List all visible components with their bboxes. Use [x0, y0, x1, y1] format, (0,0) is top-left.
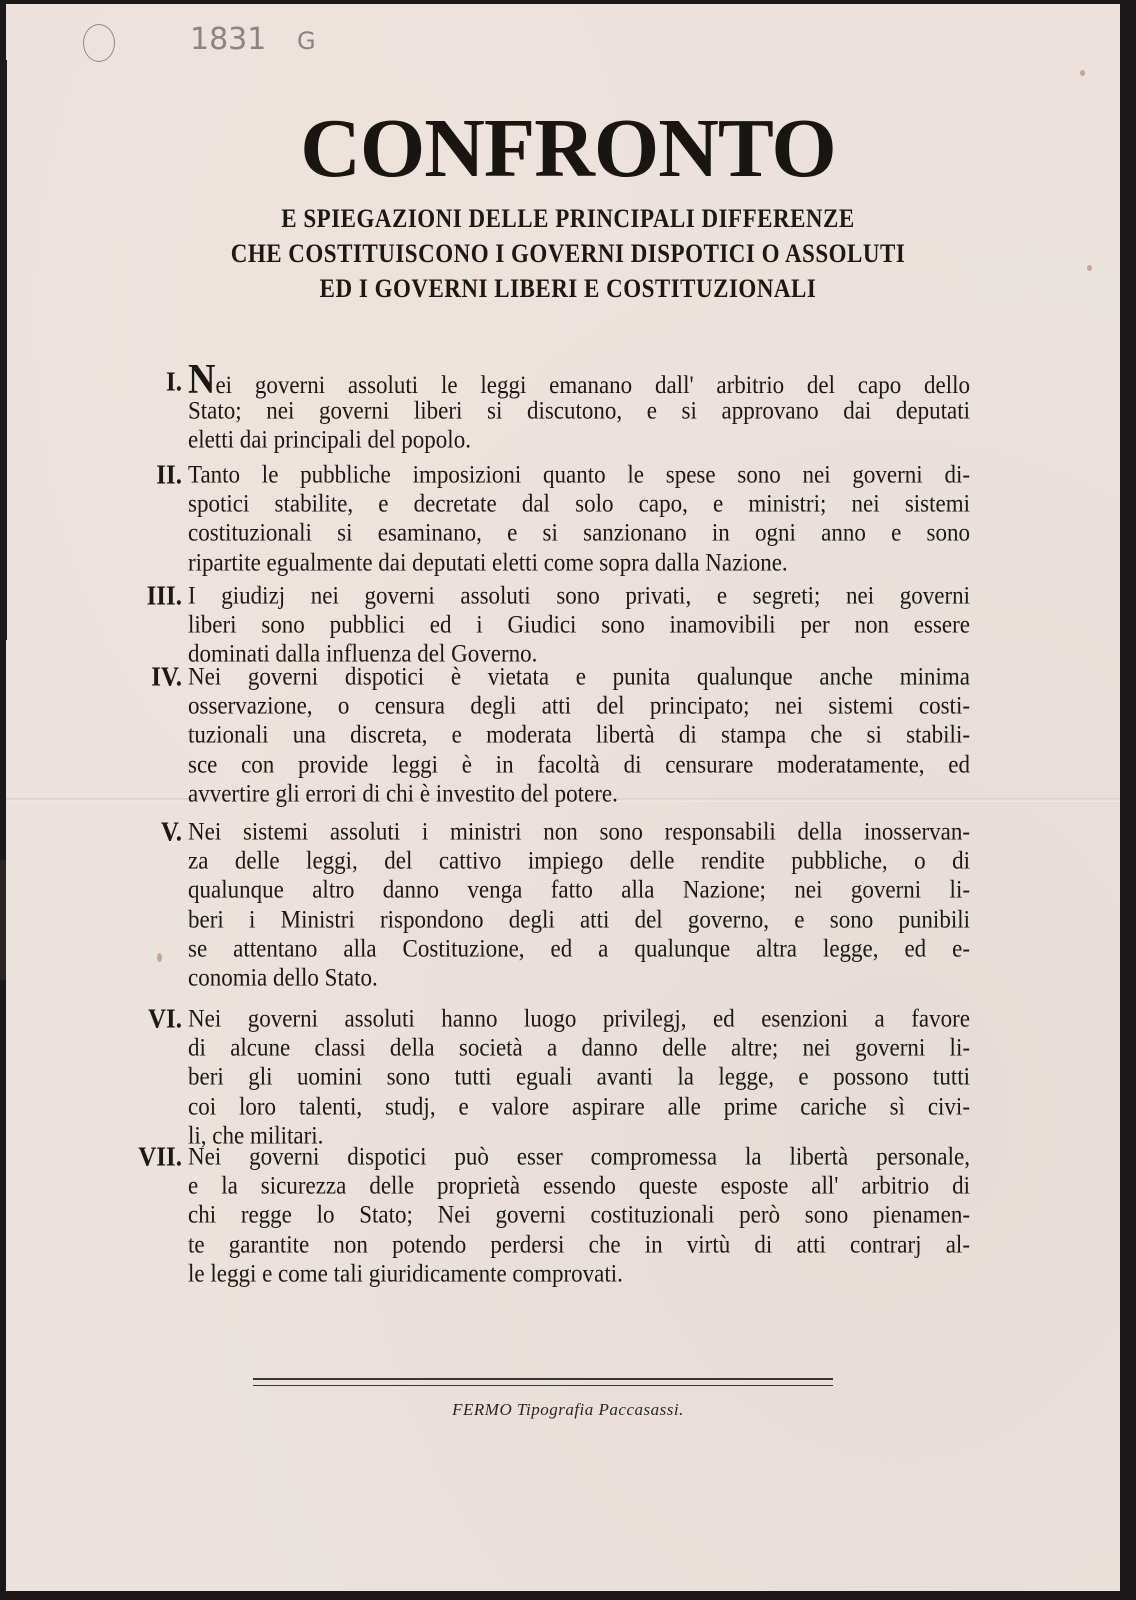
subtitle-line: ED I GOVERNI LIBERI E COSTITUZIONALI [319, 274, 817, 303]
article-numeral: VI. [147, 1004, 182, 1035]
article-text-line: liberi sono pubblici ed i Giudici sono inamovibili per non essere [188, 610, 970, 639]
article-text-line: beri i Ministri rispondono degli atti del governo, e sono punibili [188, 905, 970, 933]
article-text-line: eletti dai principali del popolo. [188, 426, 471, 454]
pencil-annotation-year: 1831 [190, 22, 267, 57]
article-text-line: le leggi e come tali giuridicamente comprovati. [188, 1259, 623, 1287]
article-text-line: Nei governi assoluti hanno luogo privilegj, ed esenzioni a favore [188, 1004, 970, 1033]
article-text-line: Nei governi dispotici può esser compromessa la libertà personale, [188, 1142, 970, 1171]
article-text-line: ripartite egualmente dai deputati eletti come sopra dalla Nazione. [188, 548, 788, 576]
foxing-spot [1080, 70, 1085, 76]
article-text-line: Nei governi dispotici è vietata e punita qualunque anche minima [188, 662, 970, 691]
article-text-line: I giudizj nei governi assoluti sono privati, e segreti; nei governi [188, 581, 970, 610]
subtitle-line: E SPIEGAZIONI DELLE PRINCIPALI DIFFERENZE [281, 204, 855, 233]
article-text-line: te garantite non potendo perdersi che in virtù di atti contrarj al- [188, 1230, 970, 1258]
double-rule-divider [253, 1378, 833, 1386]
pencil-annotation-letter: G [297, 27, 316, 55]
article-text-line: dominati dalla influenza del Governo. [188, 640, 538, 668]
scan-edge-shadow [0, 860, 6, 980]
article-text-line: li, che militari. [188, 1121, 324, 1149]
article-text-line: se attentano alla Costituzione, ed a qualunque altra legge, ed e- [188, 934, 970, 962]
article-text-line: Nei sistemi assoluti i ministri non sono responsabili della inosservan- [188, 817, 970, 846]
article-text-line: Tanto le pubbliche imposizioni quanto le spese sono nei governi di- [188, 460, 970, 489]
article-numeral: IV. [151, 662, 182, 693]
article-text-line [188, 356, 970, 404]
article-text-line: tuzionali una discreta, e moderata libertà di stampa che si stabili- [188, 721, 970, 749]
article-numeral: II. [156, 460, 182, 491]
drop-cap: N [188, 356, 216, 404]
article-text-line: sce con provide leggi è in facoltà di censurare moderatamente, ed [188, 750, 970, 778]
article-text-line: coi loro talenti, studj, e valore aspirare alle prime cariche sì civi- [188, 1092, 970, 1120]
subtitle-line: CHE COSTITUISCONO I GOVERNI DISPOTICI O ASSOLUTI [230, 239, 906, 268]
article-text-line: spotici stabilite, e decretate dal solo capo, e ministri; nei sistemi [188, 489, 970, 518]
article-text-line: beri gli uomini sono tutti eguali avanti la legge, e possono tutti [188, 1063, 970, 1091]
article-text-line: costituzionali si esaminano, e si sanzionano in ogni anno e sono [188, 519, 970, 547]
document-title: CONFRONTO [300, 102, 836, 195]
article-numeral: V. [160, 817, 182, 848]
article-numeral: I. [166, 367, 182, 398]
printer-imprint: FERMO Tipografia Paccasassi. [452, 1400, 684, 1419]
article-text-line: di alcune classi della società a danno delle altre; nei governi li- [188, 1033, 970, 1062]
article-numeral: VII. [138, 1142, 182, 1173]
article-text-line: chi regge lo Stato; Nei governi costituzionali però sono pienamen- [188, 1201, 970, 1229]
article-numeral: III. [146, 581, 182, 612]
article-text-line: osservazione, o censura degli atti del principato; nei sistemi costi- [188, 691, 970, 720]
article-text-line: avvertire gli errori di chi è investito del potere. [188, 779, 618, 807]
article-text-line: qualunque altro danno venga fatto alla Nazione; nei governi li- [188, 876, 970, 904]
article-text-line: e la sicurezza delle proprietà essendo queste esposte all' arbitrio di [188, 1171, 970, 1200]
article-text-line: conomia dello Stato. [188, 963, 378, 992]
article-text: ei governi assoluti le leggi emanano dall' arbitrio del capo dello [215, 371, 970, 399]
foxing-spot [157, 953, 162, 962]
article-text-line: Stato; nei governi liberi si discutono, e si approvano dai deputati [188, 396, 970, 425]
pencil-annotation-circle [83, 24, 115, 62]
article-text-line: za delle leggi, del cattivo impiego delle rendite pubbliche, o di [188, 846, 970, 875]
